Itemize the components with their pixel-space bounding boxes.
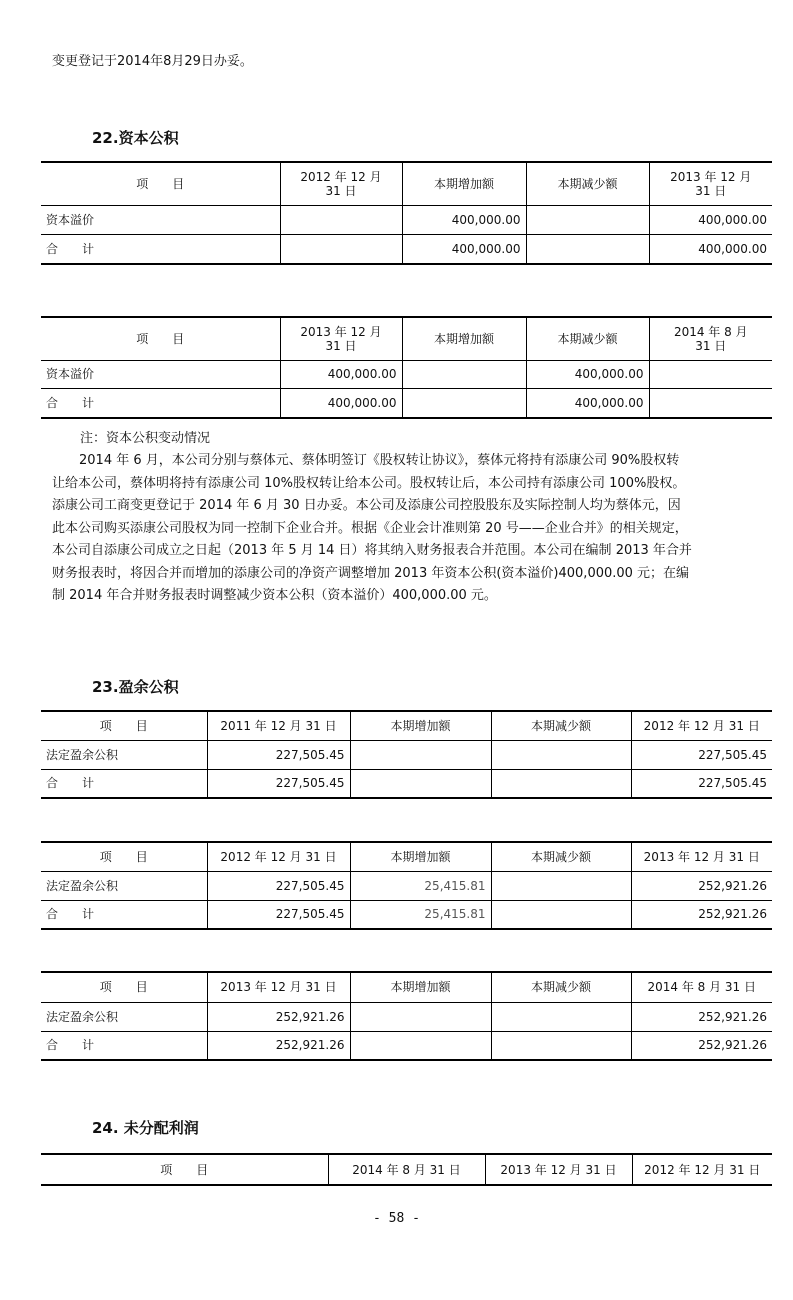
header-col: 本期增加额 [350, 842, 491, 871]
cell [280, 234, 402, 264]
cell [491, 1031, 631, 1060]
header-col: 2012 年 12 月 31 日 [280, 162, 402, 205]
cell: 252,921.26 [631, 1002, 772, 1031]
cell: 400,000.00 [649, 234, 772, 264]
table-header [41, 711, 772, 740]
cell: 400,000.00 [280, 388, 402, 418]
cell: 227,505.45 [631, 740, 772, 769]
cell: 252,921.26 [631, 1031, 772, 1060]
row-label: 资本溢价 [41, 205, 280, 234]
table-row [41, 388, 772, 418]
cell [350, 1031, 491, 1060]
note-line: 添康公司工商变更登记于 2014 年 6 月 30 日办妥。本公司及添康公司控股股东及实际控制人均为蔡体元，因 [52, 498, 681, 513]
header-col: 本期减少额 [491, 972, 631, 1002]
cell: 252,921.26 [207, 1031, 350, 1060]
row-label: 合 计 [46, 241, 95, 256]
header-col: 本期减少额 [526, 317, 649, 360]
header-item: 项 目 [41, 842, 207, 871]
note-title: 注：资本公积变动情况 [80, 431, 211, 446]
header-col: 2013 年 12 月 31 日 [207, 972, 350, 1002]
table-row [41, 1031, 772, 1060]
header-col: 2012 年 12 月 31 日 [207, 842, 350, 871]
cell: 252,921.26 [631, 900, 772, 929]
row-label: 合 计 [46, 776, 95, 791]
cell [649, 360, 772, 388]
capital-reserve-table-2 [41, 316, 772, 419]
cell: 227,505.45 [207, 769, 350, 798]
table-header [41, 972, 772, 1002]
surplus-reserve-table-3 [41, 971, 772, 1061]
undistributed-profit-table [41, 1153, 772, 1186]
surplus-reserve-table-1 [41, 710, 772, 799]
header-col: 本期增加额 [402, 162, 526, 205]
cell [491, 900, 631, 929]
row-label: 法定盈余公积 [41, 871, 207, 900]
header-col: 2013 年 12 月 31 日 [485, 1154, 632, 1185]
row-label: 合 计 [46, 1038, 95, 1053]
header-item: 项 目 [41, 317, 280, 360]
cell: 227,505.45 [207, 871, 350, 900]
header-col: 2013 年 12 月 31 日 [280, 317, 402, 360]
cell [526, 205, 649, 234]
cell: 25,415.81 [350, 900, 491, 929]
header-col: 本期增加额 [402, 317, 526, 360]
cell: 227,505.45 [207, 900, 350, 929]
cell [491, 769, 631, 798]
cell: 25,415.81 [350, 871, 491, 900]
header-item: 项 目 [160, 1162, 209, 1177]
table-header [41, 1154, 772, 1185]
header-col: 本期增加额 [350, 711, 491, 740]
note-paragraph [52, 450, 768, 608]
cell [280, 205, 402, 234]
table-row [41, 740, 772, 769]
cell: 227,505.45 [631, 769, 772, 798]
header-col: 2014 年 8 月 31 日 [328, 1154, 485, 1185]
table-header [41, 317, 772, 360]
row-label: 法定盈余公积 [41, 740, 207, 769]
header-col: 本期增加额 [350, 972, 491, 1002]
note-line: 制 2014 年合并财务报表时调整减少资本公积（资本溢价）400,000.00 元。 [52, 588, 497, 603]
section-22-title: 22.资本公积 [92, 129, 179, 147]
table-row [41, 1002, 772, 1031]
section-23-title: 23.盈余公积 [92, 678, 179, 696]
note-line: 本公司自添康公司成立之日起（2013 年 5 月 14 日）将其纳入财务报表合并范围。本公司在编制 2013 年合并 [52, 543, 692, 558]
cell [526, 234, 649, 264]
cell: 227,505.45 [207, 740, 350, 769]
note-line: 财务报表时，将因合并而增加的添康公司的净资产调整增加 2013 年资本公积(资本溢价)400,000.00 元；在编 [52, 565, 690, 581]
cell: 400,000.00 [526, 388, 649, 418]
table-header [41, 842, 772, 871]
carryover-text: 变更登记于2014年8月29日办妥。 [52, 54, 253, 69]
header-col: 2013 年 12 月 31 日 [631, 842, 772, 871]
table-row [41, 234, 772, 264]
table-header [41, 162, 772, 205]
capital-reserve-table-1 [41, 161, 772, 265]
note-line: 此本公司购买添康公司股权为同一控制下企业合并。根据《企业会计准则第 20 号——企业合并》的相关规定， [52, 520, 688, 536]
header-col: 2011 年 12 月 31 日 [207, 711, 350, 740]
cell: 252,921.26 [631, 871, 772, 900]
header-col: 2014 年 8 月 31 日 [649, 317, 772, 360]
cell [649, 388, 772, 418]
cell: 400,000.00 [402, 205, 526, 234]
table-row [41, 205, 772, 234]
cell: 400,000.00 [526, 360, 649, 388]
table-row [41, 360, 772, 388]
cell [350, 1002, 491, 1031]
note-line: 2014 年 6 月，本公司分别与蔡体元、蔡体明签订《股权转让协议》，蔡体元将持有添康公司 90%股权转 [79, 453, 680, 468]
header-col: 2014 年 8 月 31 日 [631, 972, 772, 1002]
note-line: 让给本公司，蔡体明将持有添康公司 10%股权转让给本公司。股权转让后，本公司持有添康公司 100%股权。 [52, 475, 686, 491]
header-col: 2013 年 12 月 31 日 [649, 162, 772, 205]
header-item: 项 目 [41, 972, 207, 1002]
header-col: 本期减少额 [491, 842, 631, 871]
cell: 400,000.00 [402, 234, 526, 264]
cell: 252,921.26 [207, 1002, 350, 1031]
row-label: 合 计 [46, 907, 95, 922]
cell [491, 1002, 631, 1031]
header-item: 项 目 [41, 162, 280, 205]
surplus-reserve-table-2 [41, 841, 772, 930]
cell [350, 740, 491, 769]
header-col: 本期减少额 [491, 711, 631, 740]
row-label: 法定盈余公积 [41, 1002, 207, 1031]
section-24-title: 24. 未分配利润 [92, 1119, 199, 1137]
page-number: - 58 - [373, 1211, 420, 1226]
header-col: 本期减少额 [526, 162, 649, 205]
cell [402, 388, 526, 418]
cell [350, 769, 491, 798]
cell: 400,000.00 [280, 360, 402, 388]
table-row [41, 769, 772, 798]
cell [491, 740, 631, 769]
row-label: 资本溢价 [41, 360, 280, 388]
cell: 400,000.00 [649, 205, 772, 234]
row-label: 合 计 [46, 395, 95, 410]
table-row [41, 871, 772, 900]
cell [402, 360, 526, 388]
cell [491, 871, 631, 900]
table-row [41, 900, 772, 929]
header-col: 2012 年 12 月 31 日 [631, 711, 772, 740]
header-item: 项 目 [41, 711, 207, 740]
header-col: 2012 年 12 月 31 日 [632, 1154, 772, 1185]
